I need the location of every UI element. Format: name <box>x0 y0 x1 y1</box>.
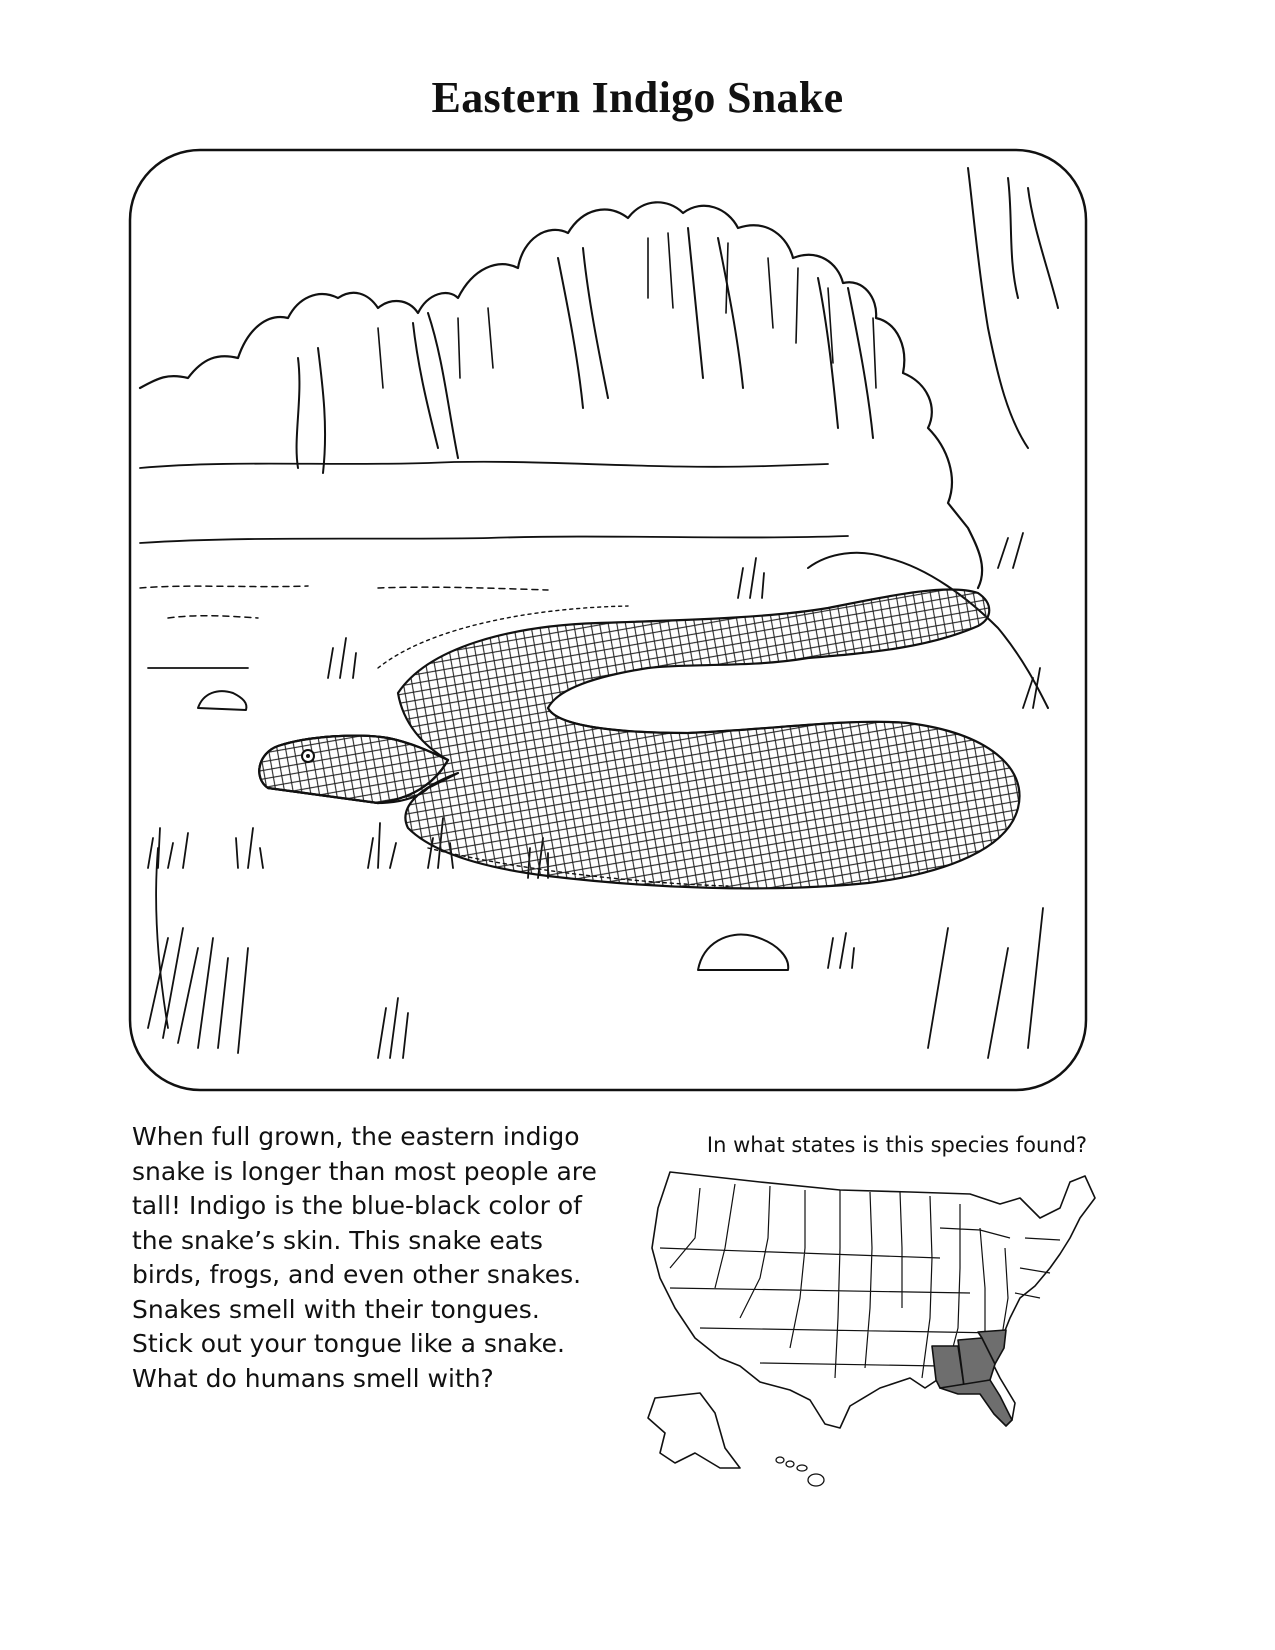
snake-illustration <box>128 148 1088 1092</box>
horizon-ground <box>140 462 848 543</box>
map-question: In what states is this species found? <box>706 1133 1088 1157</box>
rock <box>198 691 246 710</box>
alaska <box>648 1393 740 1468</box>
rock <box>698 935 788 970</box>
hawaii <box>776 1457 824 1486</box>
description-paragraph: When full grown, the eastern indigo snake is longer than most people are tall! Indigo is the blue-black color of the snake’s skin. This snake eats birds, frogs, and even other snakes. Snakes smell with their tongues. Stick out your tongue like a snake. What do humans smell with? <box>132 1122 597 1393</box>
us-range-map <box>640 1168 1120 1498</box>
page-title: Eastern Indigo Snake <box>431 73 844 122</box>
us-outline <box>652 1172 1095 1428</box>
tree-trunks <box>297 228 873 473</box>
tree-canopy <box>140 202 982 588</box>
